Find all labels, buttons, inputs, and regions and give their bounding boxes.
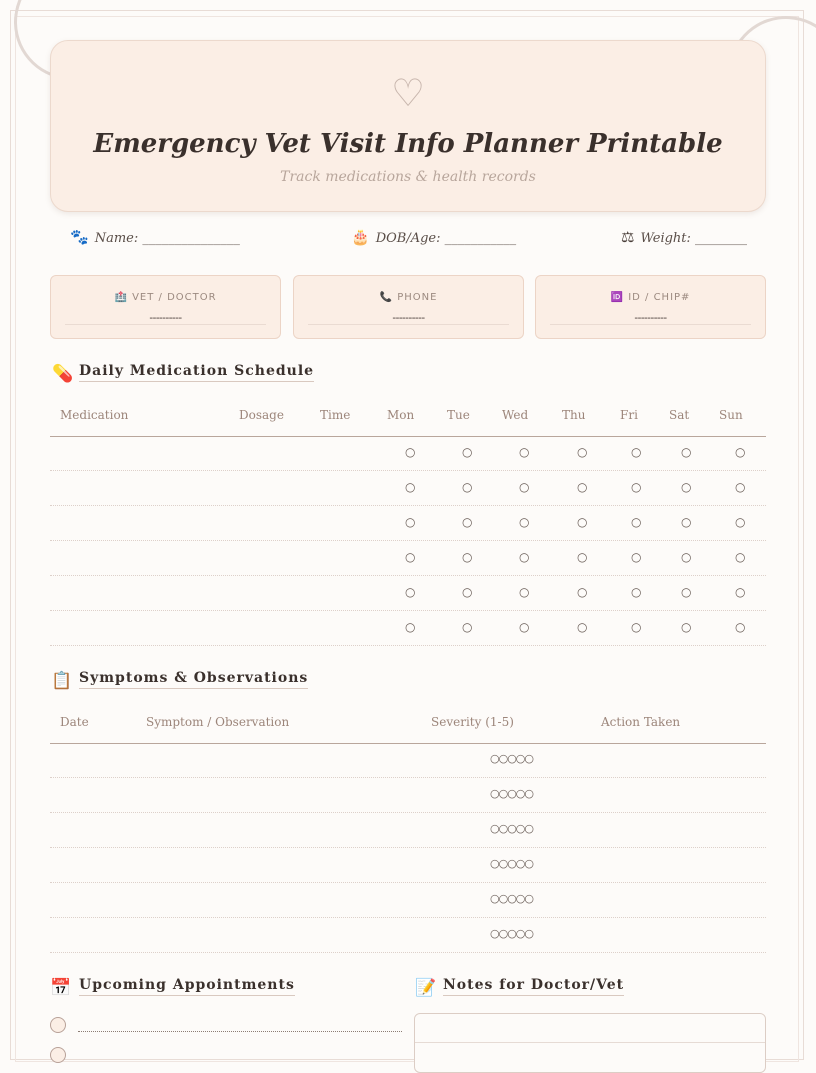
col-thu: Thu — [562, 408, 586, 422]
day-checkbox[interactable]: ○ — [735, 480, 746, 494]
col-tue: Tue — [447, 408, 470, 422]
symptom-row[interactable] — [50, 848, 766, 883]
scale-icon: ⚖ — [621, 228, 635, 246]
appointment-line[interactable] — [78, 1031, 402, 1032]
day-checkbox[interactable]: ○ — [631, 620, 642, 634]
vet-doctor-label: VET / DOCTOR — [132, 292, 217, 303]
id-chip-label: ID / CHIP# — [628, 292, 691, 303]
weight-label: Weight: ________ — [640, 231, 748, 246]
day-checkbox[interactable]: ○ — [631, 550, 642, 564]
cake-icon: 🎂 — [351, 228, 370, 246]
severity-rating[interactable]: ○○○○○ — [490, 857, 533, 870]
id-icon: 🆔 — [610, 292, 624, 303]
day-checkbox[interactable]: ○ — [735, 585, 746, 599]
medication-section-title: Daily Medication Schedule — [79, 363, 314, 382]
col-fri: Fri — [620, 408, 638, 422]
day-checkbox[interactable]: ○ — [519, 515, 530, 529]
severity-rating[interactable]: ○○○○○ — [490, 927, 533, 940]
day-checkbox[interactable]: ○ — [735, 620, 746, 634]
day-checkbox[interactable]: ○ — [405, 585, 416, 599]
col-mon: Mon — [387, 408, 415, 422]
dob-field[interactable] — [351, 228, 516, 250]
day-checkbox[interactable]: ○ — [577, 515, 588, 529]
calendar-icon: 📅 — [50, 978, 72, 998]
day-checkbox[interactable]: ○ — [519, 585, 530, 599]
day-checkbox[interactable]: ○ — [405, 515, 416, 529]
pill-icon: 💊 — [52, 364, 74, 384]
day-checkbox[interactable]: ○ — [462, 480, 473, 494]
day-checkbox[interactable]: ○ — [735, 445, 746, 459]
day-checkbox[interactable]: ○ — [577, 480, 588, 494]
day-checkbox[interactable]: ○ — [405, 445, 416, 459]
page-subtitle: Track medications & health records — [280, 169, 536, 185]
phone-value: ---------- — [392, 311, 425, 324]
day-checkbox[interactable]: ○ — [405, 480, 416, 494]
vet-doctor-value: ---------- — [149, 311, 182, 324]
day-checkbox[interactable]: ○ — [462, 550, 473, 564]
day-checkbox[interactable]: ○ — [405, 550, 416, 564]
symptom-row[interactable] — [50, 778, 766, 813]
col-sat: Sat — [669, 408, 690, 422]
col-medication: Medication — [60, 408, 129, 422]
day-checkbox[interactable]: ○ — [577, 585, 588, 599]
header-card — [50, 40, 766, 212]
medication-row[interactable] — [50, 541, 766, 576]
clipboard-icon: 📋 — [51, 671, 73, 691]
col-sun: Sun — [719, 408, 743, 422]
notes-box[interactable] — [414, 1013, 766, 1073]
day-checkbox[interactable]: ○ — [631, 480, 642, 494]
day-checkbox[interactable]: ○ — [577, 445, 588, 459]
vet-doctor-box[interactable] — [50, 275, 281, 339]
day-checkbox[interactable]: ○ — [735, 515, 746, 529]
heart-icon: ♡ — [390, 71, 426, 115]
name-label: Name: _______________ — [94, 231, 240, 246]
id-chip-value: ---------- — [634, 311, 667, 324]
col-wed: Wed — [502, 408, 529, 422]
day-checkbox[interactable]: ○ — [681, 515, 692, 529]
col-symptom: Symptom / Observation — [146, 715, 290, 729]
day-checkbox[interactable]: ○ — [462, 445, 473, 459]
day-checkbox[interactable]: ○ — [577, 620, 588, 634]
day-checkbox[interactable]: ○ — [462, 620, 473, 634]
col-severity: Severity (1-5) — [431, 715, 514, 729]
medication-row[interactable] — [50, 506, 766, 541]
name-field[interactable] — [70, 228, 240, 250]
phone-box[interactable] — [293, 275, 524, 339]
day-checkbox[interactable]: ○ — [681, 620, 692, 634]
day-checkbox[interactable]: ○ — [735, 550, 746, 564]
day-checkbox[interactable]: ○ — [519, 550, 530, 564]
symptoms-table-header — [50, 707, 766, 744]
day-checkbox[interactable]: ○ — [681, 585, 692, 599]
symptom-row[interactable] — [50, 918, 766, 953]
day-checkbox[interactable]: ○ — [519, 445, 530, 459]
symptom-row[interactable] — [50, 813, 766, 848]
medication-row[interactable] — [50, 611, 766, 646]
severity-rating[interactable]: ○○○○○ — [490, 787, 533, 800]
day-checkbox[interactable]: ○ — [577, 550, 588, 564]
phone-icon: 📞 — [379, 292, 394, 303]
day-checkbox[interactable]: ○ — [519, 480, 530, 494]
day-checkbox[interactable]: ○ — [519, 620, 530, 634]
day-checkbox[interactable]: ○ — [462, 585, 473, 599]
page-title: Emergency Vet Visit Info Planner Printable — [93, 129, 723, 159]
phone-label: PHONE — [397, 292, 438, 303]
appointment-checkbox[interactable] — [50, 1017, 66, 1033]
severity-rating[interactable]: ○○○○○ — [490, 892, 533, 905]
col-action: Action Taken — [601, 715, 681, 729]
medication-row[interactable] — [50, 471, 766, 506]
day-checkbox[interactable]: ○ — [462, 515, 473, 529]
symptom-row[interactable] — [50, 743, 766, 778]
dob-label: DOB/Age: ___________ — [375, 231, 517, 246]
hospital-icon: 🏥 — [114, 292, 128, 303]
col-dosage: Dosage — [239, 408, 284, 422]
day-checkbox[interactable]: ○ — [681, 480, 692, 494]
appointment-checkbox[interactable] — [50, 1047, 66, 1063]
appointments-section-title: Upcoming Appointments — [79, 977, 295, 996]
notes-section-title: Notes for Doctor/Vet — [443, 977, 624, 996]
symptoms-section-title: Symptoms & Observations — [79, 670, 308, 689]
medication-row[interactable] — [50, 576, 766, 611]
medication-table-header — [50, 400, 766, 437]
paw-icon: 🐾 — [70, 228, 89, 246]
day-checkbox[interactable]: ○ — [405, 620, 416, 634]
severity-rating[interactable]: ○○○○○ — [490, 822, 533, 835]
id-chip-box[interactable] — [535, 275, 766, 339]
weight-field[interactable] — [621, 228, 747, 250]
medication-row[interactable] — [50, 436, 766, 471]
col-time: Time — [320, 408, 351, 422]
day-checkbox[interactable]: ○ — [631, 585, 642, 599]
day-checkbox[interactable]: ○ — [681, 445, 692, 459]
day-checkbox[interactable]: ○ — [631, 515, 642, 529]
day-checkbox[interactable]: ○ — [631, 445, 642, 459]
day-checkbox[interactable]: ○ — [681, 550, 692, 564]
col-date: Date — [60, 715, 89, 729]
symptom-row[interactable] — [50, 883, 766, 918]
severity-rating[interactable]: ○○○○○ — [490, 752, 533, 765]
memo-icon: 📝 — [415, 978, 437, 998]
